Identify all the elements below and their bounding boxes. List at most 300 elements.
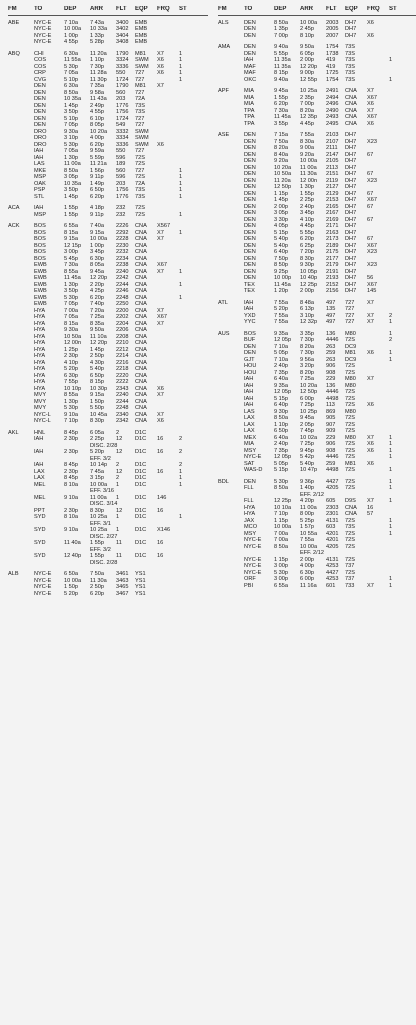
equipment-cell: DH7 [345, 268, 357, 275]
table-row [218, 583, 416, 590]
origin-code [218, 485, 244, 492]
flight-cell: 596 [116, 154, 126, 161]
flight-cell: 601 [326, 582, 336, 589]
origin-code [8, 436, 34, 443]
arrival-cell: 9 56a [300, 356, 314, 363]
departure-cell: 7 55a [274, 299, 288, 306]
destination-cell: IAH [34, 462, 44, 468]
flight-cell: 3402 [116, 26, 129, 32]
arrival-cell: 8 00p [300, 511, 314, 517]
equipment-cell: DH7 [345, 32, 357, 39]
flight-cell: 1724 [116, 76, 129, 83]
arrival-cell: 7 43a [90, 19, 104, 26]
equipment-cell: CNA [135, 333, 147, 340]
flight-cell: 497 [326, 319, 336, 325]
frequency-cell [367, 77, 389, 84]
departure-cell: 5 20p [274, 306, 288, 312]
flight-cell: 2208 [116, 333, 129, 340]
departure-cell: 5 30p [64, 294, 78, 301]
departure-cell: 6 55a [274, 582, 288, 589]
flight-cell: 3336 [116, 63, 129, 70]
flight-cell: 1725 [326, 70, 339, 76]
stops-cell: 1 [389, 330, 393, 337]
destination-cell: DEN [244, 26, 256, 32]
arrival-cell: 2 05p [300, 421, 314, 428]
destination-cell: HYA [34, 320, 46, 327]
flight-cell: 596 [116, 174, 126, 180]
destination-cell: HYA [34, 385, 46, 392]
equipment-cell: 72S [345, 395, 355, 402]
table-row [218, 485, 416, 492]
origin-code: ACK [8, 223, 20, 229]
stops-cell: 1 [389, 530, 393, 537]
equipment-cell: 72S [135, 211, 145, 218]
departure-cell: 7 55a [274, 319, 288, 325]
arrival-cell: 4 18p [90, 205, 104, 211]
arrival-cell: 9 11p [90, 211, 104, 218]
origin-code: ATL [218, 299, 228, 306]
left-schedule [8, 20, 208, 598]
equipment-cell: SWM [135, 63, 149, 70]
flight-cell: 905 [326, 415, 336, 421]
arrival-cell: 11 30p [90, 76, 107, 83]
header-to: TO [34, 6, 43, 12]
arrival-cell: 9 45a [300, 415, 314, 421]
destination-cell: DEN [244, 44, 256, 50]
flight-cell: 2246 [116, 288, 129, 294]
flight-cell: 560 [116, 89, 126, 96]
departure-cell: 9 35a [274, 382, 288, 389]
destination-cell: LAS [34, 161, 45, 167]
frequency-cell: X7 [157, 83, 164, 89]
origin-group [8, 571, 208, 597]
equipment-cell: CNA [135, 288, 147, 294]
departure-cell: 7 55a [274, 312, 288, 319]
departure-cell: 8 45p [64, 462, 78, 468]
equipment-cell: 73S [345, 44, 355, 50]
stops-cell: 1 [389, 576, 393, 582]
destination-cell: DEN [244, 343, 256, 350]
equipment-cell: CNA [135, 372, 147, 379]
stops-cell: 1 [389, 498, 393, 504]
equipment-cell: D1C [135, 494, 147, 501]
flight-cell: 2173 [326, 236, 339, 242]
departure-cell: 7 10a [64, 19, 78, 26]
equipment-cell: CNA [345, 88, 357, 94]
destination-cell: MEL [34, 481, 46, 488]
destination-cell: PSP [34, 187, 46, 193]
departure-cell: 7 00p [274, 32, 288, 39]
equipment-cell: CNA [135, 249, 147, 255]
stops-cell: 2 [389, 337, 393, 343]
departure-cell: 5 05p [274, 460, 288, 467]
equipment-cell: 727 [345, 312, 355, 319]
flight-cell: 2234 [116, 255, 129, 262]
arrival-cell: 5 50p [90, 405, 104, 411]
arrival-cell: 5 40p [300, 460, 314, 467]
stops-cell: 1 [179, 50, 183, 57]
origin-code [218, 467, 244, 474]
departure-cell: 3 50p [64, 288, 78, 294]
note-text: EFF. 3/16 [90, 488, 114, 494]
frequency-cell: 16 [157, 507, 164, 514]
flight-cell: 4446 [326, 337, 339, 343]
stops-cell: 1 [389, 319, 393, 325]
frequency-cell: 67 [367, 236, 374, 242]
departure-cell: 7 10a [274, 356, 288, 363]
flight-cell: 2301 [326, 511, 339, 517]
table-header [218, 6, 416, 16]
frequency-cell: X23 [367, 249, 377, 255]
flight-cell: 1 [116, 514, 120, 520]
equipment-cell: DH7 [345, 171, 357, 177]
equipment-cell: DH7 [345, 242, 357, 249]
equipment-cell: 72S [345, 478, 355, 485]
arrival-cell: 8 05a [90, 262, 104, 268]
destination-cell: IAH [244, 57, 254, 63]
destination-cell: DEN [244, 210, 256, 216]
table-row [8, 527, 208, 534]
departure-cell: 8 10a [64, 481, 78, 488]
departure-cell: 5 15p [274, 229, 288, 236]
equipment-cell: 73S [345, 70, 355, 76]
destination-cell: DEN [244, 223, 256, 229]
departure-cell: 8 10a [64, 514, 78, 520]
destination-cell: DRO [34, 135, 47, 141]
arrival-cell: 4 10p [300, 216, 314, 223]
frequency-cell: X6 [367, 447, 374, 454]
flight-cell: 2 [116, 462, 120, 468]
departure-cell: 8 45p [64, 429, 78, 436]
flight-cell: 232 [116, 211, 126, 218]
destination-cell: CRP [34, 70, 46, 76]
equipment-cell: CNA [135, 320, 147, 327]
flight-cell: 3324 [116, 57, 129, 63]
arrival-cell: 10 00a [300, 19, 318, 26]
stops-cell: 1 [179, 76, 183, 83]
departure-cell: 6 50p [274, 428, 288, 434]
flight-cell: 2 [116, 429, 120, 436]
origin-code: AUS [218, 330, 230, 337]
stops-cell [179, 591, 193, 598]
destination-cell: DEN [244, 177, 256, 184]
arrival-cell: 4 45p [300, 120, 314, 127]
departure-cell: 1 30p [64, 398, 78, 405]
equipment-cell: CNA [135, 307, 147, 314]
equipment-cell: DH7 [345, 197, 357, 203]
equipment-cell: YS1 [135, 590, 146, 597]
departure-cell: 6 40p [274, 249, 288, 255]
header-to: TO [244, 6, 253, 12]
departure-cell: 3 50p [64, 187, 78, 193]
frequency-cell [367, 544, 389, 551]
equipment-cell: EMB [135, 19, 148, 26]
arrival-cell: 11 43a [90, 96, 107, 102]
frequency-cell [367, 467, 389, 474]
equipment-cell: 727 [135, 122, 145, 128]
flight-cell: 263 [326, 356, 336, 363]
equipment-cell: D1C [135, 436, 147, 442]
departure-cell: 1 55p [274, 94, 288, 101]
equipment-cell: 73S [345, 63, 355, 70]
destination-cell: LAX [244, 421, 255, 428]
header-arr: ARR [90, 6, 103, 12]
flight-cell: 906 [326, 441, 336, 447]
destination-cell: DEN [244, 350, 256, 356]
arrival-cell: 10 00a [90, 236, 108, 242]
right-column [218, 6, 416, 594]
arrival-cell: 8 48a [300, 299, 314, 306]
arrival-cell: 10 00a [300, 543, 318, 550]
arrival-cell: 10 25a [300, 88, 318, 94]
equipment-cell: D1C [135, 514, 147, 520]
departure-cell: 12 05p [274, 389, 292, 395]
destination-cell: DEN [244, 158, 256, 164]
frequency-cell: X6 [367, 19, 374, 26]
flight-cell: 2220 [116, 372, 129, 379]
equipment-cell: M80 [345, 408, 356, 415]
stops-cell: 1 [389, 467, 393, 473]
destination-cell: COS [34, 57, 47, 63]
departure-cell: 7 05a [64, 70, 78, 76]
flight-cell: 2218 [116, 366, 129, 372]
destination-cell: CHI [34, 50, 44, 57]
equipment-cell: DH7 [345, 216, 357, 223]
stops-cell: 1 [389, 350, 393, 356]
frequency-cell: X6 [157, 57, 164, 63]
frequency-cell: X6 [157, 385, 164, 392]
flight-cell: 3336 [116, 141, 129, 148]
equipment-cell: CNA [135, 379, 147, 385]
frequency-cell: X6 [157, 63, 164, 70]
arrival-cell: 9 58a [90, 89, 104, 96]
departure-cell: 9 30a [64, 327, 78, 333]
equipment-cell: M80 [345, 376, 356, 382]
flight-cell: 12 [116, 507, 123, 514]
table-row [218, 77, 416, 84]
departure-cell: 11 45a [274, 281, 291, 288]
destination-cell: MEX [244, 434, 257, 441]
equipment-cell: DH7 [345, 281, 357, 288]
equipment-cell: 73S [345, 76, 355, 83]
equipment-cell: CNA [135, 301, 147, 307]
destination-cell: DEN [244, 138, 256, 145]
destination-cell: DEN [34, 83, 46, 89]
origin-code [8, 553, 34, 560]
destination-cell: HOU [244, 369, 257, 376]
equipment-cell: DH7 [345, 177, 357, 184]
flight-cell: 3400 [116, 19, 129, 26]
destination-cell: MIA [244, 94, 254, 101]
departure-cell: 10 00a [64, 577, 82, 584]
stops-cell [389, 544, 403, 551]
equipment-cell: D1C [135, 481, 147, 488]
table-row [218, 33, 416, 40]
origin-code [8, 449, 34, 456]
equipment-cell: CNA [135, 242, 147, 249]
stops-cell [179, 495, 193, 502]
destination-cell: EWB [34, 294, 47, 301]
origin-code [8, 527, 34, 534]
equipment-cell: DH7 [345, 164, 357, 171]
arrival-cell: 2 49p [90, 102, 104, 109]
departure-cell: 5 15p [274, 467, 288, 473]
flight-cell: 4446 [326, 454, 339, 460]
destination-cell: HYA [34, 340, 46, 346]
departure-cell: 8 15p [274, 70, 288, 76]
departure-cell: 1 00p [64, 32, 78, 39]
departure-cell: 8 45p [64, 475, 78, 481]
origin-code [218, 121, 244, 128]
flight-cell: 11 [116, 553, 122, 559]
arrival-cell: 7 40a [90, 223, 104, 229]
destination-cell: DEN [34, 96, 46, 102]
arrival-cell: 5 55p [300, 229, 314, 236]
destination-cell: BOS [34, 236, 46, 242]
departure-cell: 6 50a [64, 571, 78, 577]
origin-code: ABQ [8, 50, 20, 57]
equipment-cell: 737 [345, 563, 355, 569]
flight-cell: 263 [326, 343, 336, 350]
frequency-cell: X6 [367, 32, 374, 39]
flight-cell: 12 [116, 436, 123, 442]
arrival-cell: 7 25a [300, 376, 314, 382]
destination-cell: MIA [244, 441, 254, 447]
equipment-cell: SWM [135, 57, 149, 63]
origin-code [8, 212, 34, 219]
destination-cell: DRO [34, 141, 47, 148]
flight-cell: 1776 [116, 193, 129, 200]
flight-cell: 12 [116, 468, 123, 475]
flight-cell: 419 [326, 57, 336, 63]
arrival-cell: 12 20p [300, 63, 318, 70]
equipment-cell: D1C [135, 540, 147, 546]
flight-cell: 2202 [116, 314, 129, 320]
equipment-cell: M81 [135, 83, 146, 89]
departure-cell: 6 40a [274, 434, 288, 441]
equipment-cell: D1C [135, 429, 147, 436]
stops-cell: 1 [389, 582, 393, 589]
equipment-cell: CNA [135, 327, 147, 333]
arrival-cell: 10 20a [90, 128, 108, 135]
equipment-cell: CNA [135, 275, 147, 281]
departure-cell: 1 35p [274, 26, 288, 32]
destination-cell: SYD [34, 527, 46, 533]
destination-cell: EWB [34, 275, 47, 281]
frequency-cell [157, 194, 179, 201]
departure-cell: 8 15a [64, 229, 78, 236]
origin-code: APF [218, 88, 229, 94]
equipment-cell: 72S [345, 441, 355, 447]
flight-cell: 2105 [326, 158, 339, 164]
arrival-cell: 3 45p [300, 210, 314, 216]
departure-cell: 10 50a [274, 171, 292, 177]
arrival-cell: 8 20a [300, 107, 314, 114]
stops-cell: 1 [389, 454, 393, 460]
flight-cell: 3404 [116, 32, 129, 39]
departure-cell: 8 55a [64, 268, 78, 275]
flight-cell: 136 [326, 382, 336, 389]
flight-cell: 203 [116, 180, 126, 187]
flight-cell: 2169 [326, 216, 339, 223]
equipment-cell: 727 [345, 306, 355, 312]
destination-cell: DEN [244, 145, 256, 151]
equipment-cell: 737 [345, 576, 355, 582]
destination-cell: DEN [244, 197, 256, 203]
flight-cell: 2189 [326, 242, 339, 249]
destination-cell: CVG [34, 76, 47, 83]
arrival-cell: 10 20a [300, 382, 318, 389]
arrival-cell: 1 50p [90, 398, 104, 405]
arrival-cell: 4 25p [90, 288, 104, 294]
equipment-cell: DH7 [345, 262, 357, 268]
destination-cell: IAH [244, 402, 254, 408]
departure-cell: 9 10a [64, 527, 78, 533]
stops-cell: 1 [179, 268, 183, 275]
equipment-cell: 73S [345, 50, 355, 57]
frequency-cell: 16 [157, 436, 164, 442]
frequency-cell: X7 [157, 236, 164, 242]
destination-cell: FLL [244, 485, 254, 491]
departure-cell: 1 55p [64, 205, 78, 211]
arrival-cell: 5 40p [90, 366, 104, 372]
departure-cell: 9 30a [64, 128, 78, 135]
equipment-cell: DH7 [345, 151, 357, 158]
departure-cell: 2 30p [64, 353, 78, 359]
equipment-cell: DH7 [345, 19, 357, 26]
frequency-cell: X7 [367, 582, 374, 589]
equipment-cell: CNA [345, 114, 357, 120]
arrival-cell: 1 55p [90, 553, 104, 559]
stops-cell: 2 [179, 436, 183, 442]
flight-cell: 259 [326, 460, 336, 467]
arrival-cell: 5 42p [300, 454, 314, 460]
equipment-cell: 72S [345, 530, 355, 537]
departure-cell: 10 10a [274, 504, 292, 511]
arrival-cell: 8 30p [90, 418, 104, 424]
destination-cell: SYD [34, 514, 46, 520]
departure-cell: 7 05p [64, 301, 78, 307]
equipment-cell: 727 [135, 70, 145, 76]
flight-cell: 2171 [326, 223, 339, 229]
destination-cell: MEL [34, 494, 46, 501]
flight-cell: 2242 [116, 275, 129, 281]
arrival-cell: 6 05a [90, 429, 104, 436]
departure-cell: 6 30a [64, 50, 78, 57]
destination-cell: TPA [244, 107, 255, 114]
arrival-cell: 11 00a [90, 494, 107, 501]
flight-cell: 2007 [326, 32, 339, 39]
frequency-cell: X7 [367, 88, 374, 94]
flight-cell: 4253 [326, 576, 339, 582]
header-fm: FM [8, 6, 17, 12]
equipment-cell: CNA [135, 236, 147, 242]
arrival-cell: 2 50p [90, 353, 104, 359]
equipment-cell: 72S [135, 174, 145, 180]
header-flt: FLT [116, 6, 127, 12]
arrival-cell: 1 56p [90, 167, 104, 174]
departure-cell: 3 05p [274, 210, 288, 216]
equipment-cell: 72S [345, 337, 355, 343]
arrival-cell: 11 21a [90, 161, 107, 167]
destination-cell: HYA [34, 346, 46, 353]
header-arr: ARR [300, 6, 313, 12]
departure-cell: 1 45p [64, 102, 78, 109]
equipment-cell: DH7 [345, 203, 357, 210]
equipment-cell: 72S [345, 447, 355, 454]
departure-cell: 5 10p [64, 76, 78, 83]
arrival-cell: 2 35p [300, 94, 314, 101]
